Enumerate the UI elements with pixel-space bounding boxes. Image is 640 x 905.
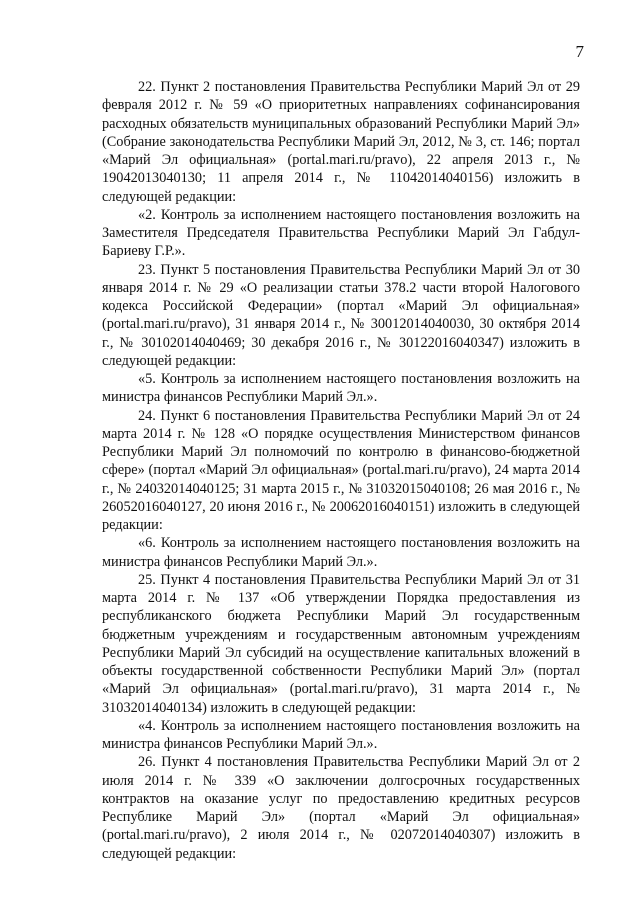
- paragraph-24: 24. Пункт 6 постановления Правительства Республики Марий Эл от 24 марта 2014 г. № 128 «О порядке осуществления Министерством финансов Республики Марий Эл полномочий по контролю в финансово-бюджетной сфере» (портал «Марий Эл официальная» (portal.mari.ru/pravo), 24 марта 2014 г., № 24032014040125; 31 марта 2015 г., № 31032015040108; 26 мая 2016 г., № 26052016040127, 20 июня 2016 г., № 20062016040151) изложить в следующей редакции:: [102, 407, 580, 533]
- quoted-amendment: «5. Контроль за исполнением настоящего постановления возложить на министра финансов Республики Марий Эл.».: [102, 371, 580, 406]
- paragraph-23: 23. Пункт 5 постановления Правительства Республики Марий Эл от 30 января 2014 г. № 29 «О реализации статьи 378.2 части второй Налогового кодекса Российской Федерации» (портал «Марий Эл официальная» (portal.mari.ru/pravo), 31 января 2014 г., № 30012014040030, 30 октября 2014 г., № 30102014040469; 30 декабря 2016 г., № 30122016040347) изложить в следующей редакции:: [102, 261, 580, 369]
- document-body: [102, 78, 580, 863]
- quoted-amendment: «2. Контроль за исполнением настоящего постановления возложить на Заместителя Председателя Правительства Республики Марий Эл Габдул-Бариеву Г.Р.».: [102, 206, 580, 260]
- quoted-amendment: «4. Контроль за исполнением настоящего постановления возложить на министра финансов Республики Марий Эл.».: [102, 717, 580, 752]
- quoted-amendment: «6. Контроль за исполнением настоящего постановления возложить на министра финансов Республики Марий Эл.».: [102, 535, 580, 570]
- paragraph-26: 26. Пункт 4 постановления Правительства Республики Марий Эл от 2 июля 2014 г. № 339 «О заключении долгосрочных государственных контрактов на оказание услуг по предоставлению кредитных ресурсов Республике Марий Эл» (портал «Марий Эл официальная» (portal.mari.ru/pravo), 2 июля 2014 г., № 02072014040307) изложить в следующей редакции:: [102, 754, 580, 862]
- paragraph-22: 22. Пункт 2 постановления Правительства Республики Марий Эл от 29 февраля 2012 г. № 59 «О приоритетных направлениях софинансирования расходных обязательств муниципальных образований Республики Марий Эл» (Собрание законодательства Республики Марий Эл, 2012, № 3, ст. 146; портал «Марий Эл официальная» (portal.mari.ru/pravo), 22 апреля 2013 г., № 19042013040130; 11 апреля 2014 г., № 11042014040156) изложить в следующей редакции:: [102, 79, 580, 205]
- paragraph-25: 25. Пункт 4 постановления Правительства Республики Марий Эл от 31 марта 2014 г. № 137 «Об утверждении Порядка предоставления из республиканского бюджета Республики Марий Эл государственным бюджетным учреждениям и государственным автономным учреждениям Республики Марий Эл субсидий на осуществление капитальных вложений в объекты государственной собственности Республики Марий Эл» (портал «Марий Эл официальная» (portal.mari.ru/pravo), 31 марта 2014 г., № 31032014040134) изложить в следующей редакции:: [102, 571, 580, 716]
- page-number: 7: [575, 42, 584, 61]
